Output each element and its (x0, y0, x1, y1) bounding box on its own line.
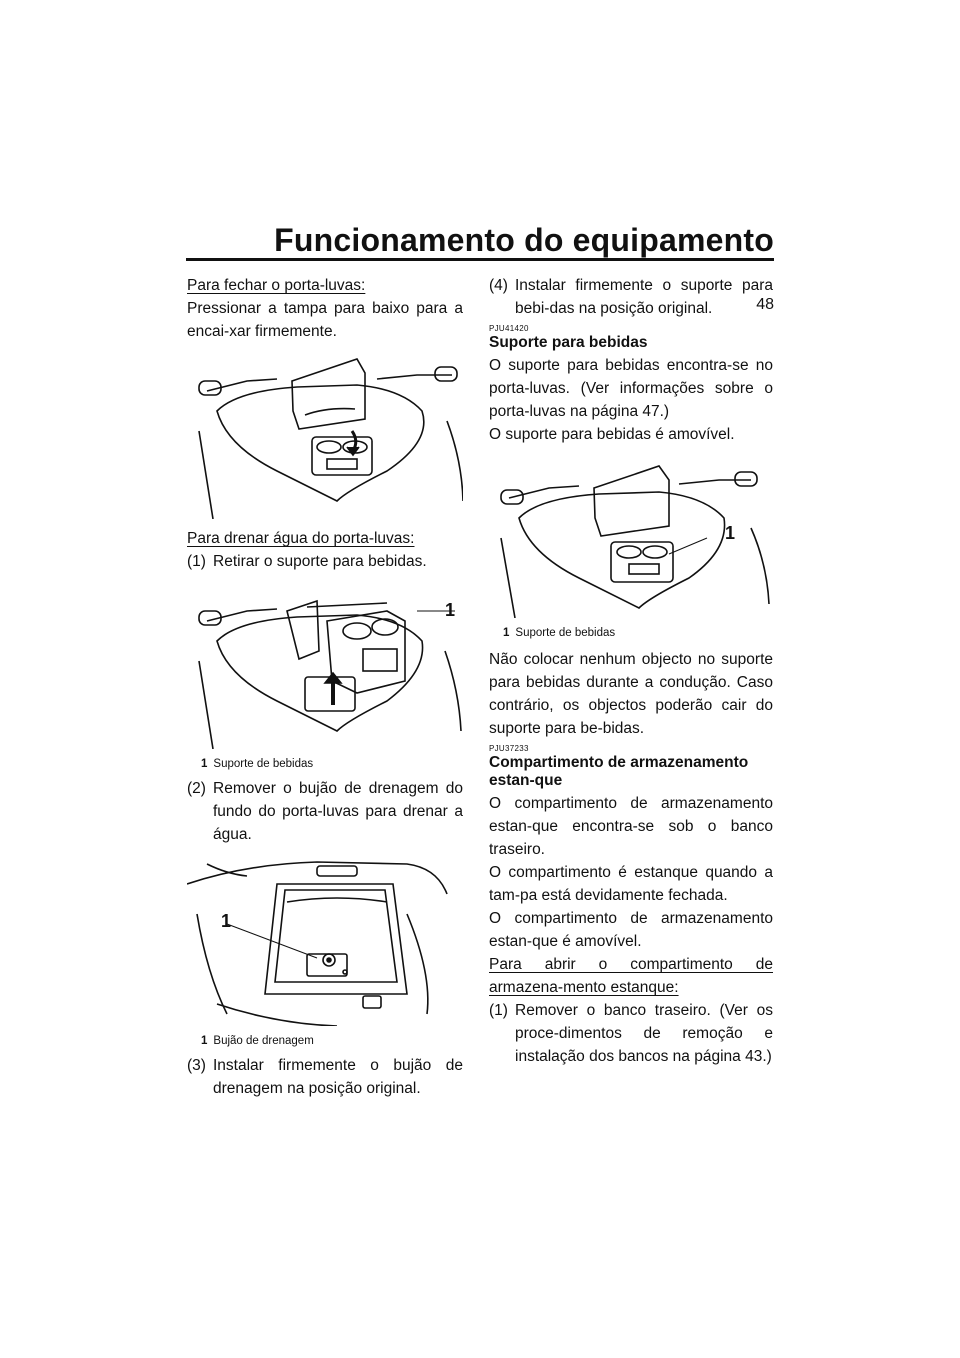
drain-plug-illustration (187, 854, 463, 1026)
step-2-text: Remover o bujão de drenagem do fundo do porta-luvas para drenar a água. (213, 780, 463, 843)
paragraph: O compartimento de armazenamento estan-que é amovível. (489, 910, 773, 950)
section-code: PJU41420 (489, 324, 529, 333)
figure-remove-cup-holder (187, 581, 463, 753)
step-2-number: (2) (187, 780, 206, 797)
step-r1 (489, 999, 773, 1068)
step-3-text: Instalar firmemente o bujão de drenagem na posição original. (213, 1057, 463, 1097)
paragraph: O compartimento de armazenamento estan-que encontra-se sob o banco traseiro. (489, 795, 773, 858)
figure-drain-plug (187, 854, 463, 1030)
step-1-text: Retirar o suporte para bebidas. (213, 553, 427, 570)
close-heading: Para fechar o porta-luvas: (187, 277, 366, 294)
step-3-number: (3) (187, 1057, 206, 1074)
section-heading-storage: Compartimento de armazenamento estan-que (489, 754, 749, 789)
right-column (489, 274, 773, 1068)
figure-caption (201, 757, 463, 771)
figure-callout-1: 1 (221, 911, 232, 931)
paragraph: O suporte para bebidas é amovível. (489, 426, 735, 443)
section-code: PJU37233 (489, 744, 529, 753)
figure-caption (503, 626, 773, 640)
paragraph: O compartimento é estanque quando a tam-pa está devidamente fechada. (489, 864, 773, 904)
step-1-number: (1) (187, 553, 206, 570)
step-r1-text: Remover o banco traseiro. (Ver os proce-dimentos de remoção e instalação dos bancos na página 43.) (515, 1002, 773, 1065)
figure-caption (201, 1034, 463, 1048)
step-3 (187, 1054, 463, 1100)
figure-cup-holder (489, 454, 773, 622)
section-heading-cup-holder: Suporte para bebidas (489, 334, 648, 351)
step-4-number: (4) (489, 277, 508, 294)
figure-callout-1: 1 (725, 523, 736, 543)
caption-number: 1 (201, 1035, 208, 1047)
open-heading: Para abrir o compartimento de armazena-mento estanque: (489, 956, 773, 996)
caption-text: Suporte de bebidas (213, 758, 314, 770)
step-2 (187, 777, 463, 846)
step-4-text: Instalar firmemente o suporte para bebi-das na posição original. (515, 277, 773, 317)
figure-callout-1: 1 (445, 600, 456, 620)
caption-text: Bujão de drenagem (213, 1035, 314, 1047)
paragraph: Não colocar nenhum objecto no suporte para bebidas durante a condução. Caso contrário, os objectos poderão cair do suporte para be-bidas. (489, 651, 773, 737)
page-number: 48 (756, 296, 774, 313)
drain-heading: Para drenar água do porta-luvas: (187, 530, 415, 547)
close-text: Pressionar a tampa para baixo para a encai-xar firmemente. (187, 300, 463, 340)
header-rule (186, 258, 774, 261)
paragraph: O suporte para bebidas encontra-se no porta-luvas. (Ver informações sobre o porta-luvas na página 47.) (489, 357, 773, 420)
caption-number: 1 (503, 627, 510, 639)
caption-text: Suporte de bebidas (515, 627, 616, 639)
watercraft-glovebox-closing-illustration (187, 351, 463, 519)
page-title: Funcionamento do equipamento (274, 222, 774, 258)
cup-holder-removal-illustration (187, 581, 463, 749)
step-4 (489, 274, 773, 320)
figure-close-glovebox (187, 351, 463, 523)
left-column (187, 274, 463, 1100)
caption-number: 1 (201, 758, 208, 770)
step-1 (187, 550, 463, 573)
step-r1-number: (1) (489, 1002, 508, 1019)
